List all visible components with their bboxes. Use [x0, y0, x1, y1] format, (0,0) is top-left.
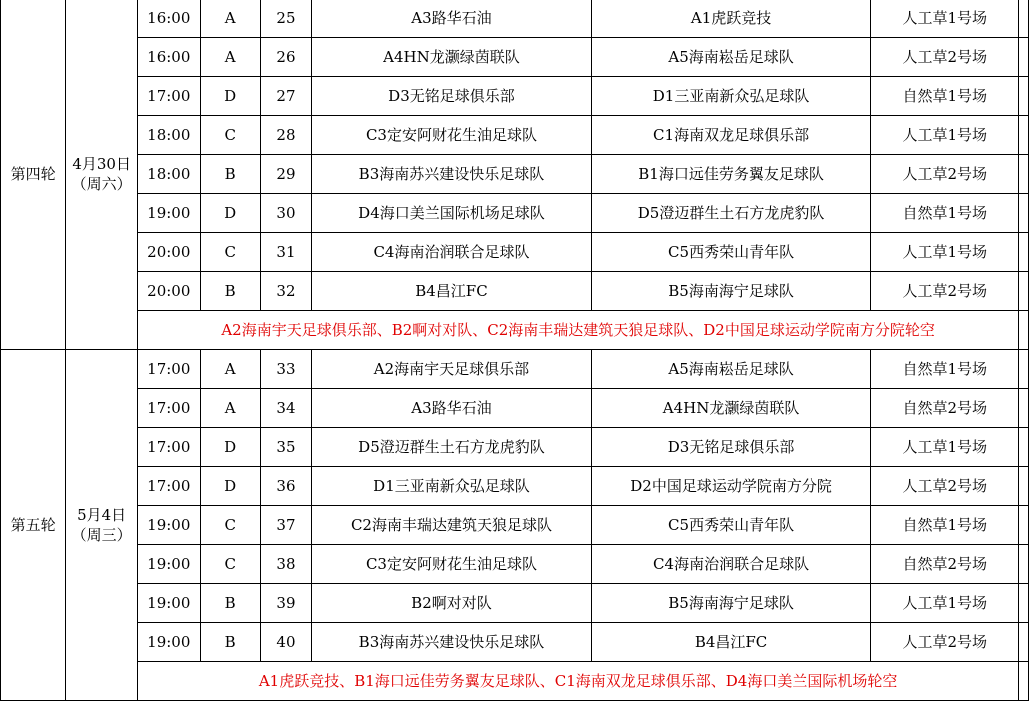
- match-number-cell: 27: [260, 77, 311, 116]
- home-team-cell: B3海南苏兴建设快乐足球队: [312, 155, 592, 194]
- empty-cell: [1019, 194, 1029, 233]
- match-row: [1, 428, 1029, 467]
- bye-row: [1, 311, 1029, 350]
- time-cell: 17:00: [137, 350, 200, 389]
- venue-cell: 自然草2号场: [871, 545, 1019, 584]
- home-team-cell: B3海南苏兴建设快乐足球队: [312, 623, 592, 662]
- match-number-cell: 34: [260, 389, 311, 428]
- date-cell: [66, 0, 138, 350]
- away-team-cell: C1海南双龙足球俱乐部: [591, 116, 871, 155]
- match-number-cell: 25: [260, 0, 311, 38]
- away-team-cell: A5海南崧岳足球队: [591, 350, 871, 389]
- away-team-cell: B1海口远佳劳务翼友足球队: [591, 155, 871, 194]
- match-row: [1, 467, 1029, 506]
- match-number-cell: 26: [260, 38, 311, 77]
- home-team-cell: A4HN龙灏绿茵联队: [312, 38, 592, 77]
- empty-cell: [1019, 428, 1029, 467]
- match-number-cell: 28: [260, 116, 311, 155]
- venue-cell: 人工草2号场: [871, 272, 1019, 311]
- venue-cell: 自然草2号场: [871, 389, 1019, 428]
- away-team-cell: A4HN龙灏绿茵联队: [591, 389, 871, 428]
- match-number-cell: 38: [260, 545, 311, 584]
- home-team-cell: D3无铭足球俱乐部: [312, 77, 592, 116]
- home-team-cell: D4海口美兰国际机场足球队: [312, 194, 592, 233]
- venue-cell: 自然草1号场: [871, 350, 1019, 389]
- date-text: 5月4日: [77, 506, 127, 524]
- time-cell: 19:00: [137, 506, 200, 545]
- venue-cell: 自然草1号场: [871, 194, 1019, 233]
- venue-cell: 自然草1号场: [871, 77, 1019, 116]
- round-block: [1, 350, 1029, 701]
- home-team-cell: C3定安阿财花生油足球队: [312, 116, 592, 155]
- group-cell: C: [200, 116, 260, 155]
- time-cell: 18:00: [137, 155, 200, 194]
- home-team-cell: D5澄迈群生土石方龙虎豹队: [312, 428, 592, 467]
- match-number-cell: 35: [260, 428, 311, 467]
- away-team-cell: D5澄迈群生土石方龙虎豹队: [591, 194, 871, 233]
- empty-cell: [1019, 350, 1029, 389]
- empty-cell: [1019, 584, 1029, 623]
- group-cell: A: [200, 38, 260, 77]
- time-cell: 18:00: [137, 116, 200, 155]
- match-number-cell: 39: [260, 584, 311, 623]
- group-cell: A: [200, 0, 260, 38]
- empty-cell: [1019, 545, 1029, 584]
- group-cell: D: [200, 467, 260, 506]
- round-block: [1, 0, 1029, 350]
- away-team-cell: D1三亚南新众弘足球队: [591, 77, 871, 116]
- bye-note: A2海南宇天足球俱乐部、B2啊对对队、C2海南丰瑞达建筑天狼足球队、D2中国足球运动学院南方分院轮空: [137, 311, 1018, 350]
- group-cell: B: [200, 272, 260, 311]
- home-team-cell: B4昌江FC: [312, 272, 592, 311]
- empty-cell: [1019, 77, 1029, 116]
- home-team-cell: C3定安阿财花生油足球队: [312, 545, 592, 584]
- away-team-cell: B5海南海宁足球队: [591, 584, 871, 623]
- group-cell: C: [200, 506, 260, 545]
- match-row: [1, 506, 1029, 545]
- home-team-cell: B2啊对对队: [312, 584, 592, 623]
- match-number-cell: 29: [260, 155, 311, 194]
- away-team-cell: B5海南海宁足球队: [591, 272, 871, 311]
- venue-cell: 人工草1号场: [871, 584, 1019, 623]
- group-cell: D: [200, 77, 260, 116]
- match-number-cell: 36: [260, 467, 311, 506]
- venue-cell: 人工草2号场: [871, 38, 1019, 77]
- match-row: [1, 623, 1029, 662]
- round-cell: 第四轮: [1, 0, 66, 350]
- match-row: [1, 272, 1029, 311]
- weekday-text: （周六）: [71, 175, 132, 193]
- empty-cell: [1019, 38, 1029, 77]
- time-cell: 17:00: [137, 467, 200, 506]
- venue-cell: 人工草2号场: [871, 623, 1019, 662]
- home-team-cell: A3路华石油: [312, 0, 592, 38]
- away-team-cell: C4海南治润联合足球队: [591, 545, 871, 584]
- match-row: [1, 545, 1029, 584]
- empty-cell: [1019, 389, 1029, 428]
- group-cell: A: [200, 389, 260, 428]
- home-team-cell: D1三亚南新众弘足球队: [312, 467, 592, 506]
- away-team-cell: D2中国足球运动学院南方分院: [591, 467, 871, 506]
- venue-cell: 人工草1号场: [871, 0, 1019, 38]
- match-row: [1, 116, 1029, 155]
- group-cell: C: [200, 545, 260, 584]
- venue-cell: 人工草1号场: [871, 428, 1019, 467]
- empty-cell: [1019, 467, 1029, 506]
- group-cell: D: [200, 428, 260, 467]
- time-cell: 19:00: [137, 584, 200, 623]
- home-team-cell: A2海南宇天足球俱乐部: [312, 350, 592, 389]
- away-team-cell: C5西秀荣山青年队: [591, 233, 871, 272]
- empty-cell: [1019, 506, 1029, 545]
- time-cell: 19:00: [137, 545, 200, 584]
- match-row: [1, 38, 1029, 77]
- group-cell: D: [200, 194, 260, 233]
- empty-cell: [1019, 311, 1029, 350]
- away-team-cell: A1虎跃竞技: [591, 0, 871, 38]
- match-row: [1, 155, 1029, 194]
- time-cell: 17:00: [137, 77, 200, 116]
- empty-cell: [1019, 0, 1029, 38]
- group-cell: C: [200, 233, 260, 272]
- venue-cell: 人工草1号场: [871, 233, 1019, 272]
- bye-note: A1虎跃竞技、B1海口远佳劳务翼友足球队、C1海南双龙足球俱乐部、D4海口美兰国际机场轮空: [137, 662, 1018, 701]
- time-cell: 16:00: [137, 0, 200, 38]
- venue-cell: 自然草1号场: [871, 506, 1019, 545]
- round-cell: 第五轮: [1, 350, 66, 701]
- time-cell: 20:00: [137, 233, 200, 272]
- match-row: [1, 233, 1029, 272]
- group-cell: B: [200, 155, 260, 194]
- match-row: [1, 0, 1029, 38]
- home-team-cell: C2海南丰瑞达建筑天狼足球队: [312, 506, 592, 545]
- venue-cell: 人工草2号场: [871, 467, 1019, 506]
- empty-cell: [1019, 116, 1029, 155]
- match-row: [1, 350, 1029, 389]
- empty-cell: [1019, 272, 1029, 311]
- away-team-cell: D3无铭足球俱乐部: [591, 428, 871, 467]
- group-cell: B: [200, 623, 260, 662]
- match-number-cell: 37: [260, 506, 311, 545]
- empty-cell: [1019, 155, 1029, 194]
- time-cell: 19:00: [137, 623, 200, 662]
- time-cell: 17:00: [137, 389, 200, 428]
- empty-cell: [1019, 623, 1029, 662]
- home-team-cell: A3路华石油: [312, 389, 592, 428]
- bye-row: [1, 662, 1029, 701]
- time-cell: 20:00: [137, 272, 200, 311]
- date-text: 4月30日: [72, 155, 131, 173]
- group-cell: B: [200, 584, 260, 623]
- weekday-text: （周三）: [71, 526, 132, 544]
- empty-cell: [1019, 233, 1029, 272]
- match-number-cell: 30: [260, 194, 311, 233]
- match-row: [1, 584, 1029, 623]
- match-number-cell: 33: [260, 350, 311, 389]
- group-cell: A: [200, 350, 260, 389]
- empty-cell: [1019, 662, 1029, 701]
- time-cell: 16:00: [137, 38, 200, 77]
- match-row: [1, 389, 1029, 428]
- match-number-cell: 40: [260, 623, 311, 662]
- home-team-cell: C4海南治润联合足球队: [312, 233, 592, 272]
- away-team-cell: C5西秀荣山青年队: [591, 506, 871, 545]
- time-cell: 17:00: [137, 428, 200, 467]
- match-row: [1, 194, 1029, 233]
- match-row: [1, 77, 1029, 116]
- match-number-cell: 32: [260, 272, 311, 311]
- venue-cell: 人工草1号场: [871, 116, 1019, 155]
- away-team-cell: B4昌江FC: [591, 623, 871, 662]
- away-team-cell: A5海南崧岳足球队: [591, 38, 871, 77]
- date-cell: [66, 350, 138, 701]
- match-number-cell: 31: [260, 233, 311, 272]
- venue-cell: 人工草2号场: [871, 155, 1019, 194]
- time-cell: 19:00: [137, 194, 200, 233]
